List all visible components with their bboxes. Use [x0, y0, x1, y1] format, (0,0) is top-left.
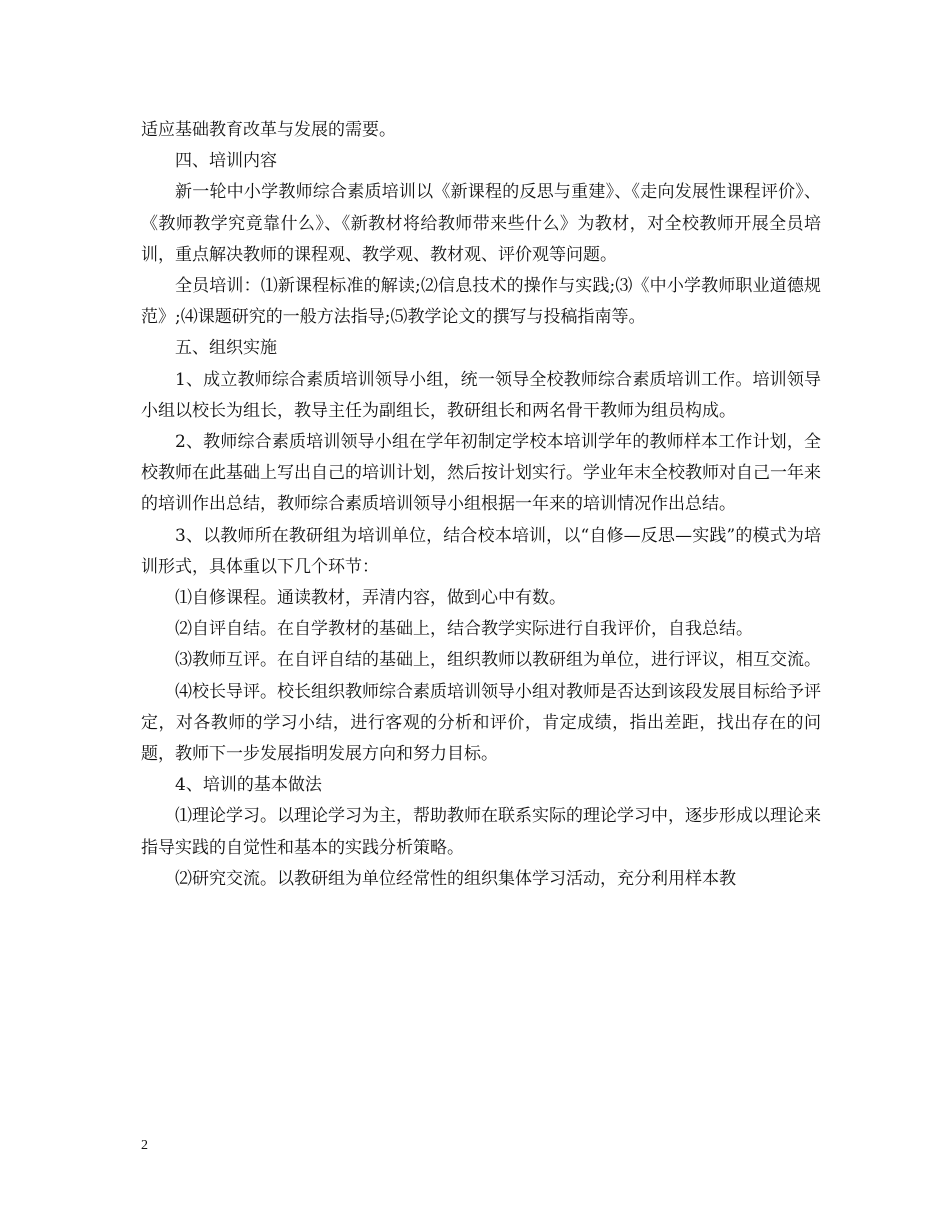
- body-paragraph: 适应基础教育改革与发展的需要。: [141, 120, 396, 140]
- list-item: ⑴自修课程。通读教材，弄清内容，做到心中有数。: [175, 588, 566, 609]
- list-item: ⑵自评自结。在自学教材的基础上，结合教学实际进行自我评价，自我总结。: [175, 619, 753, 640]
- section-heading: 四、培训内容: [175, 151, 277, 172]
- subsection-heading: 4、培训的基本做法: [175, 775, 322, 796]
- list-item: ⑴理论学习。以理论学习为主，帮助教师在联系实际的理论学习中，逐步形成以理论来指导实践的自觉性和基本的实践分析策略。: [141, 806, 821, 858]
- body-paragraph: 1、成立教师综合素质培训领导小组，统一领导全校教师综合素质培训工作。培训领导小组以校长为组长，教导主任为副组长，教研组长和两名骨干教师为组员构成。: [141, 369, 821, 421]
- document-body: [141, 115, 821, 895]
- list-item: ⑵研究交流。以教研组为单位经常性的组织集体学习活动，充分利用样本教: [175, 868, 736, 889]
- body-paragraph: 新一轮中小学教师综合素质培训以《新课程的反思与重建》、《走向发展性课程评价》、《教师教学究竟靠什么》、《新教材将给教师带来些什么》为教材，对全校教师开展全员培训，重点解决教师的课程观、教学观、教材观、评价观等问题。: [141, 182, 821, 265]
- body-paragraph: 2、教师综合素质培训领导小组在学年初制定学校本培训学年的教师样本工作计划，全校教师在此基础上写出自己的培训计划，然后按计划实行。学业年末全校教师对自己一年来的培训作出总结，教师综合素质培训领导小组根据一年来的培训情况作出总结。: [141, 432, 821, 515]
- list-item: ⑶教师互评。在自评自结的基础上，组织教师以教研组为单位，进行评议，相互交流。: [175, 650, 821, 671]
- body-paragraph: 3、以教师所在教研组为培训单位，结合校本培训，以“自修—反思—实践”的模式为培训形式，具体重以下几个环节：: [141, 525, 821, 577]
- page-number: 2: [141, 1138, 148, 1153]
- list-item: ⑷校长导评。校长组织教师综合素质培训领导小组对教师是否达到该段发展目标给予评定，对各教师的学习小结，进行客观的分析和评价，肯定成绩，指出差距，找出存在的问题，教师下一步发展指明发展方向和努力目标。: [141, 681, 821, 765]
- section-heading: 五、组织实施: [175, 338, 277, 359]
- body-paragraph: 全员培训：⑴新课程标准的解读;⑵信息技术的操作与实践;⑶《中小学教师职业道德规范》;⑷课题研究的一般方法指导;⑸教学论文的撰写与投稿指南等。: [141, 276, 821, 328]
